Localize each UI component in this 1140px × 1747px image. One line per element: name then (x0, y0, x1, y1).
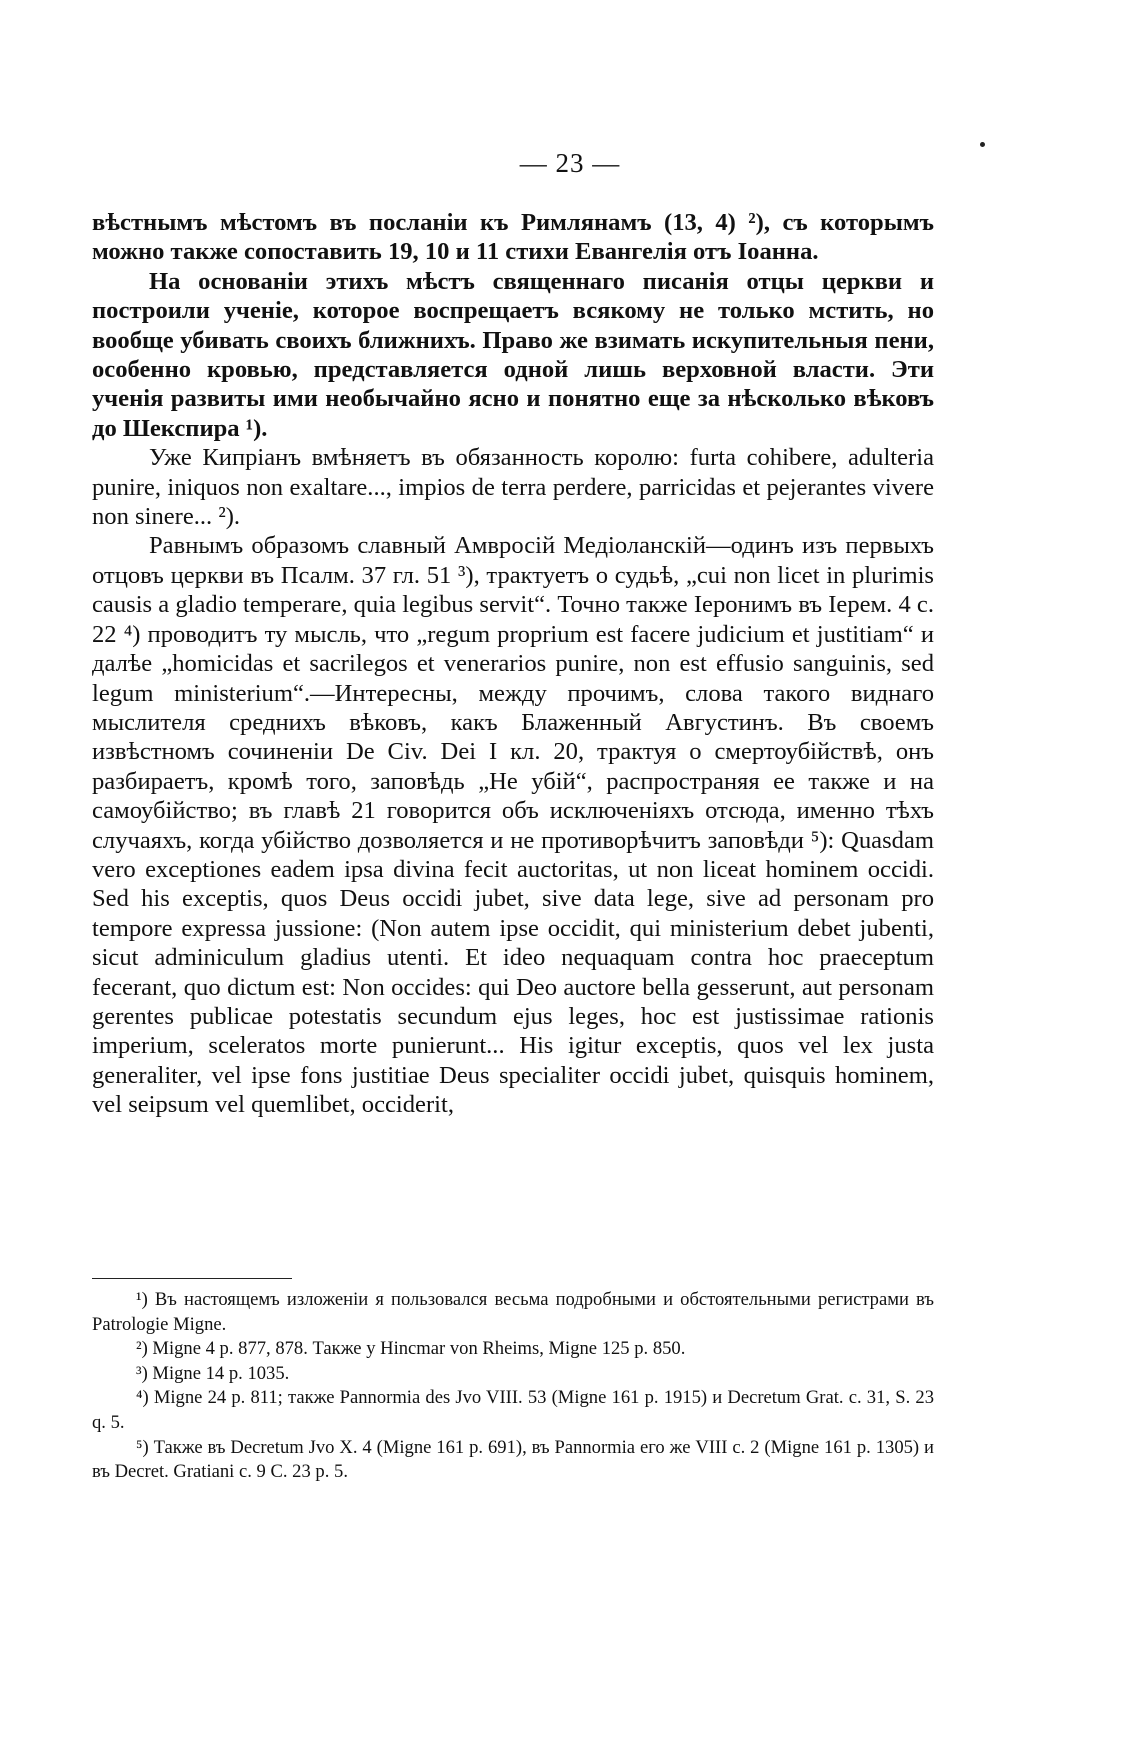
paragraph-4: Равнымъ образомъ славный Амвросій Медіоланскій—одинъ изъ первыхъ отцовъ церкви въ Псалм. 37 гл. 51 ³), трактуетъ о судьѣ, „cui non licet in plurimis causis a gladio temperare, quia legibus servit“. Точно также Іеронимъ въ Іерем. 4 с. 22 ⁴) проводитъ ту мысль, что „regum proprium est facere judicium et justitiam“ и далѣе „homicidas et sacrilegos et venerarios punire, non est effusio sanguinis, sed legum ministerium“.—Интересны, между прочимъ, слова такого виднаго мыслителя среднихъ вѣковъ, какъ Блаженный Августинъ. Въ своемъ извѣстномъ сочиненіи De Civ. Dei I кл. 20, трактуя о смертоубійствѣ, онъ разбираетъ, кромѣ того, заповѣдь „Не убій“, распространяя ее также и на самоубійство; въ главѣ 21 говорится объ исключеніяхъ отсюда, именно тѣхъ случаяхъ, когда убійство дозволяется и не противорѣчитъ заповѣди ⁵): Quasdam vero exceptiones eadem ipsa divina fecit auctoritas, ut non liceat hominem occidi. Sed his exceptis, quos Deus occidi jubet, sive data lege, sive ad personam pro tempore expressa jussione: (Non autem ipse occidit, qui ministerium debet jubenti, sicut adminiculum gladius utenti. Et ideo nequaquam contra hoc praeceptum fecerant, quo dictum est: Non occides: qui Deo auctore bella gesserunt, aut personam gerentes publicae potestatis secundum ejus leges, hoc est justissimae rationis imperium, sceleratos morte punierunt... His igitur exceptis, quos vel lex justa generaliter, vel ipse fons justitiae Deus specialiter occidi jubet, quisquis hominem, vel seipsum vel quemlibet, occiderit, (92, 532, 934, 1119)
footnote-3: ³) Migne 14 p. 1035. (136, 1362, 290, 1384)
main-text (92, 208, 934, 1120)
paragraph-2: На основаніи этихъ мѣстъ священнаго писанія отцы церкви и построили ученіе, которое воспрещаетъ всякому не только мстить, но вообще убивать своихъ ближнихъ. Право же взимать искупительныя пени, особенно кровью, представляется одной лишь верховной власти. Эти ученія развиты ими необычайно ясно и понятно еще за нѣсколько вѣковъ до Шекспира ¹). (92, 267, 934, 442)
ink-speck (980, 142, 985, 147)
paragraph-1: вѣстнымъ мѣстомъ въ посланіи къ Римлянамъ (13, 4) ²), съ которымъ можно также сопоставить 19, 10 и 11 стихи Евангелія отъ Іоанна. (92, 209, 934, 266)
footnote-2: ²) Migne 4 p. 877, 878. Также у Hincmar von Rheims, Migne 125 p. 850. (136, 1338, 686, 1360)
footnotes (92, 1288, 934, 1485)
paragraph-3: Уже Кипріанъ вмѣняетъ въ обязанность королю: furta cohibere, adulteria punire, iniquos non exaltare..., impios de terra perdere, parricidas et pejerantes vivere non sinere... ²). (92, 444, 934, 531)
footnote-5: ⁵) Также въ Decretum Jvo X. 4 (Migne 161 p. 691), въ Pannormia его же VIII c. 2 (Migne 161 p. 1305) и въ Decret. Gratiani c. 9 C. 23 p. 5. (92, 1436, 934, 1483)
footnote-4: ⁴) Migne 24 p. 811; также Pannormia des Jvo VIII. 53 (Migne 161 p. 1915) и Decretum Grat. c. 31, S. 23 q. 5. (92, 1387, 934, 1433)
footnote-divider (92, 1278, 292, 1279)
footnote-1: ¹) Въ настоящемъ изложеніи я пользовался весьма подробными и обстоятельными регистрами въ Patrologie Migne. (92, 1289, 934, 1335)
page-number: — 23 — (519, 148, 621, 178)
